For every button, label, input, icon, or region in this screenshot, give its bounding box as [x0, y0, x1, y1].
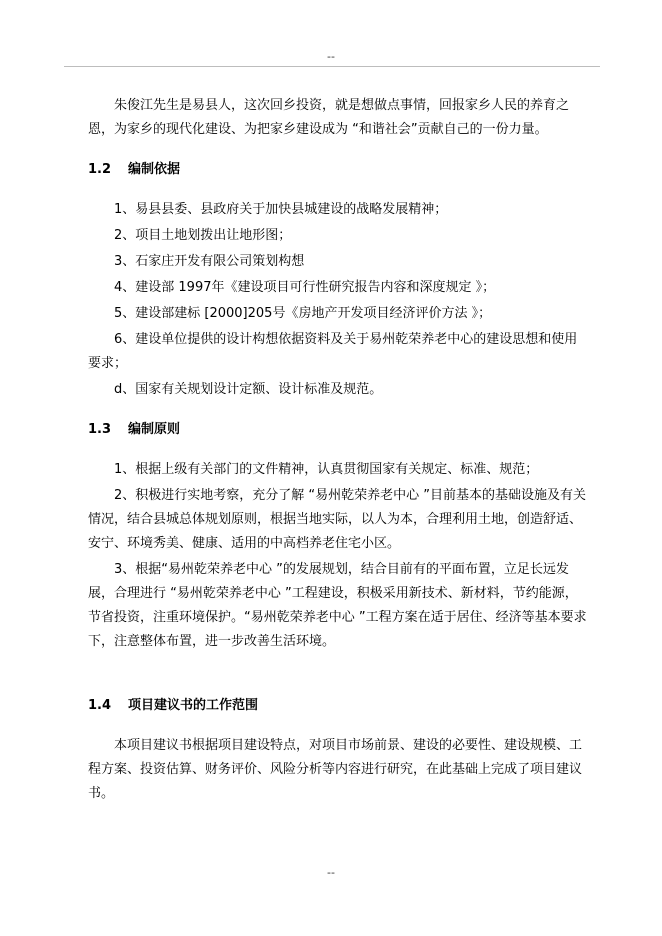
section-number: 1.4: [88, 698, 112, 713]
document-body: [88, 94, 588, 806]
basis-item: d、国家有关规划设计定额、设计标准及规范。: [114, 382, 383, 397]
basis-item: 4、建设部 1997年《建设项目可行性研究报告内容和深度规定 》；: [114, 280, 496, 295]
page-footer-mark: --: [327, 866, 335, 879]
scope-paragraph: 本项目建议书根据项目建设特点，对项目市场前景、建设的必要性、建设规模、工程方案、投资估算、财务评价、风险分析等内容进行研究，在此基础上完成了项目建议书。: [88, 738, 583, 801]
principle-item: 3、根据“易州乾荣养老中心 ”的发展规划，结合目前有的平面布置，立足长远发展，合理进行 “易州乾荣养老中心 ”工程建设，积极采用新技术、新材料，节约能源，节省投资，注重环境保护。“易州乾荣养老中心 ”工程方案在适于居住、经济等基本要求下，注意整体布置，进一步改善生活环境。: [88, 562, 587, 649]
section-heading-1-4: [88, 694, 588, 718]
principle-item: 2、积极进行实地考察，充分了解 “易州乾荣养老中心 ”目前基本的基础设施及有关情况，结合县城总体规划原则，根据当地实际，以人为本，合理利用土地，创造舒适、安宁、环境秀美、健康、适用的中高档养老住宅小区。: [88, 488, 587, 551]
principle-item: 1、根据上级有关部门的文件精神，认真贯彻国家有关规定、标准、规范；: [114, 462, 539, 477]
intro-paragraph: 朱俊江先生是易县人，这次回乡投资，就是想做点事情，回报家乡人民的养育之恩，为家乡的现代化建设、为把家乡建设成为 “和谐社会”贡献自己的一份力量。: [88, 98, 570, 137]
basis-item: 3、石家庄开发有限公司策划构想: [114, 254, 305, 269]
basis-item: 5、建设部建标 [2000]205号《房地产开发项目经济评价方法 》；: [114, 306, 492, 321]
basis-item: 1、易县县委、县政府关于加快县城建设的战略发展精神；: [114, 202, 448, 217]
basis-item: 2、项目土地划拨出让地形图；: [114, 228, 292, 243]
section-title: 编制依据: [128, 162, 181, 177]
section-heading-1-2: [88, 158, 588, 182]
section-heading-1-3: [88, 418, 588, 442]
section-title: 编制原则: [128, 422, 181, 437]
section-number: 1.2: [88, 162, 112, 177]
basis-item: 6、建设单位提供的设计构想依据资料及关于易州乾荣养老中心的建设思想和使用要求；: [88, 332, 578, 371]
header-divider: [64, 66, 600, 67]
section-title: 项目建议书的工作范围: [128, 698, 259, 713]
section-number: 1.3: [88, 422, 112, 437]
page-header-mark: --: [327, 50, 335, 63]
